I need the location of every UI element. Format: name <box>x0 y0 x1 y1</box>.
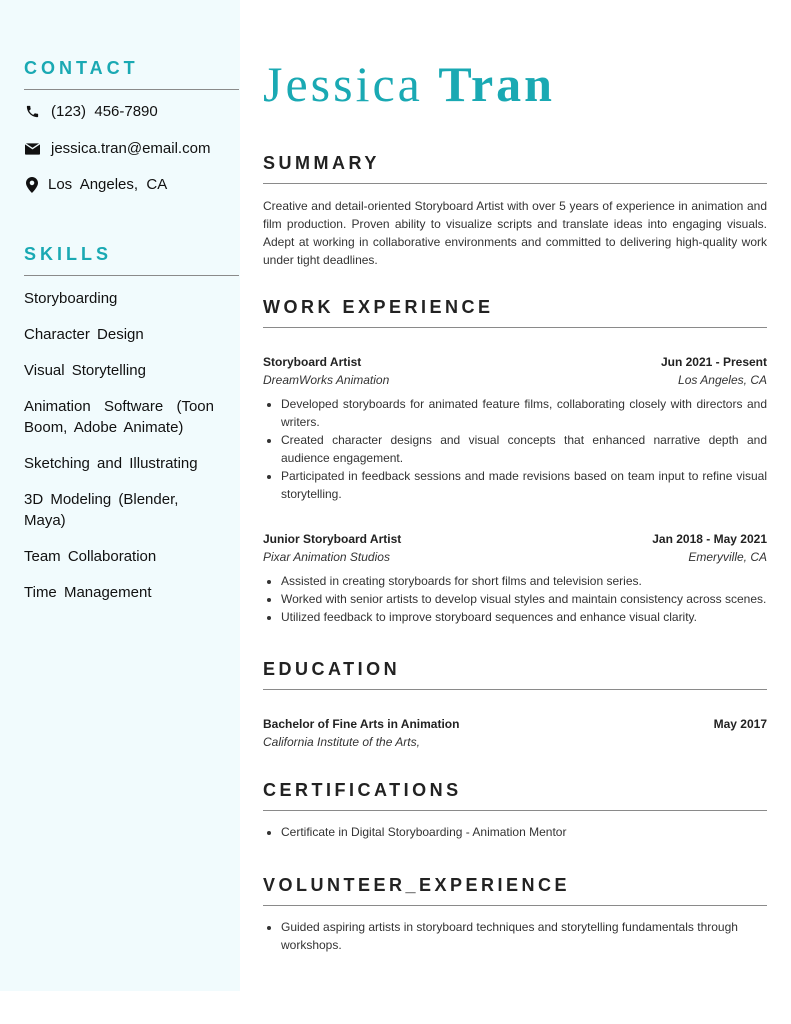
certification-item: • Certificate in Digital Storyboarding - Animation Mentor <box>281 823 767 841</box>
job-bullets <box>263 572 767 626</box>
job-company: DreamWorks Animation <box>263 373 390 387</box>
certifications-section <box>263 780 767 841</box>
job-header <box>263 353 767 371</box>
last-name: Tran <box>438 56 555 112</box>
skill-item: Team Collaboration <box>24 548 157 565</box>
job-subheader <box>263 371 767 389</box>
skill-item: Storyboarding <box>24 290 118 307</box>
skill-item: 3D Modeling (Blender, Maya) <box>24 491 179 529</box>
map-pin-icon <box>24 177 40 193</box>
certifications-list <box>263 823 767 841</box>
skills-heading: SKILLS <box>24 244 239 276</box>
job-dates: Jun 2021 - Present <box>660 355 767 369</box>
degree: Bachelor of Fine Arts in Animation <box>263 717 460 731</box>
education-header <box>263 715 767 733</box>
contact-location-text: Los Angeles, CA <box>48 176 168 193</box>
job-subheader <box>263 548 767 566</box>
contact-email <box>24 140 210 157</box>
job-entry <box>263 353 767 503</box>
contact-heading: CONTACT <box>24 58 239 90</box>
first-name: Jessica <box>263 56 423 112</box>
contact-phone-text: (123) 456-7890 <box>51 103 158 120</box>
contact-list <box>24 100 239 200</box>
work-experience-section <box>263 297 767 626</box>
contact-section <box>24 58 239 90</box>
skill-item: Sketching and Illustrating <box>24 455 198 472</box>
education-entry <box>263 715 767 751</box>
education-date: May 2017 <box>713 717 767 731</box>
job-bullet: • Participated in feedback sessions and made revisions based on team input to refine visual storytelling. <box>281 467 767 503</box>
volunteer-heading: VOLUNTEER_EXPERIENCE <box>263 875 767 906</box>
job-bullet: • Assisted in creating storyboards for short films and television series. <box>281 572 767 590</box>
skill-item: Visual Storytelling <box>24 362 146 379</box>
job-title: Junior Storyboard Artist <box>263 532 402 546</box>
education-section <box>263 659 767 751</box>
phone-icon <box>24 104 40 120</box>
job-header <box>263 530 767 548</box>
job-location: Emeryville, CA <box>688 550 767 564</box>
certifications-heading: CERTIFICATIONS <box>263 780 767 811</box>
envelope-icon <box>24 141 40 157</box>
contact-location <box>24 176 167 193</box>
job-company: Pixar Animation Studios <box>263 550 390 564</box>
summary-heading: SUMMARY <box>263 153 767 184</box>
school: California Institute of the Arts, <box>263 735 420 749</box>
skills-list-container <box>24 288 214 603</box>
work-experience-heading: WORK EXPERIENCE <box>263 297 767 328</box>
skills-section <box>24 244 239 276</box>
volunteer-item: • Guided aspiring artists in storyboard techniques and storytelling fundamentals through workshops. <box>281 918 767 954</box>
education-heading: EDUCATION <box>263 659 767 690</box>
skills-list <box>24 288 214 603</box>
contact-phone <box>24 103 158 120</box>
summary-section <box>263 153 767 269</box>
volunteer-list <box>263 918 767 954</box>
summary-text: Creative and detail-oriented Storyboard Artist with over 5 years of experience in animation and film production. Proven ability to visualize scripts and translate ideas into engaging visuals. Adept at working in collaborative environments and committed to delivering high-quality work under tight deadlines. <box>263 199 767 267</box>
job-location: Los Angeles, CA <box>678 373 767 387</box>
contact-email-link[interactable]: jessica.tran@email.com <box>51 140 211 157</box>
job-entry <box>263 530 767 626</box>
job-bullets <box>263 395 767 503</box>
education-subheader <box>263 733 767 751</box>
skill-item: Character Design <box>24 326 144 343</box>
job-title: Storyboard Artist <box>263 355 362 369</box>
candidate-name <box>263 55 555 113</box>
job-bullet: • Utilized feedback to improve storyboard sequences and enhance visual clarity. <box>281 608 767 626</box>
job-bullet: • Created character designs and visual concepts that enhanced narrative depth and audience engagement. <box>281 431 767 467</box>
job-dates: Jan 2018 - May 2021 <box>652 532 767 546</box>
job-bullet: • Developed storyboards for animated feature films, collaborating closely with directors and writers. <box>281 395 767 431</box>
volunteer-section <box>263 875 767 954</box>
skill-item: Animation Software (Toon Boom, Adobe Animate) <box>24 398 214 436</box>
skill-item: Time Management <box>24 584 152 601</box>
job-bullet: • Worked with senior artists to develop visual styles and maintain consistency across scenes. <box>281 590 767 608</box>
sidebar <box>0 0 240 991</box>
